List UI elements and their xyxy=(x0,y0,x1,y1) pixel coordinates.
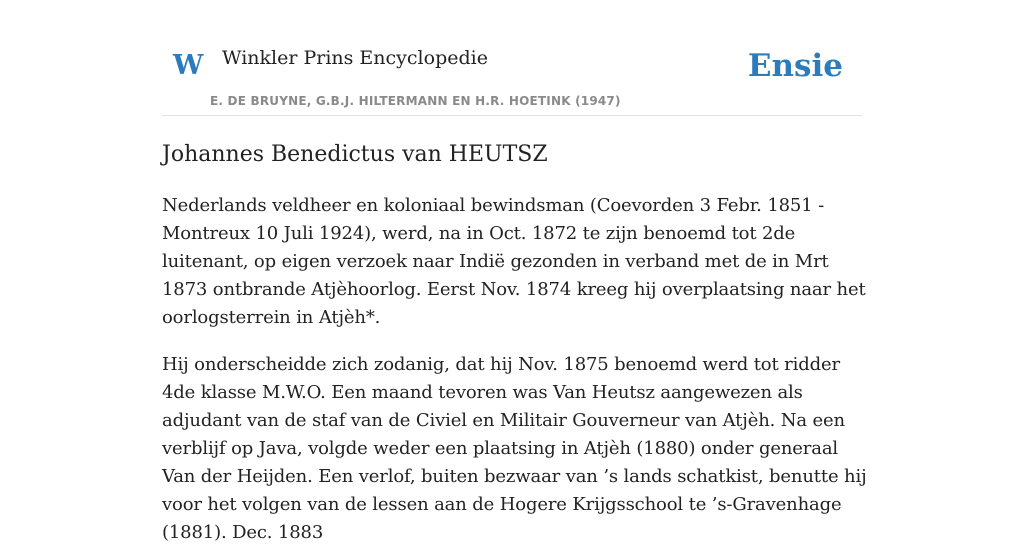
article-content xyxy=(162,140,867,547)
article-title: Johannes Benedictus van HEUTSZ xyxy=(162,142,548,167)
site-header xyxy=(162,0,862,116)
article-paragraph: Hij onderscheidde zich zodanig, dat hij Nov. 1875 benoemd werd tot ridder 4de klasse M.W.O. Een maand tevoren was Van Heutsz aangewezen als adjudant van de staf van de Civiel en Militair Gouverneur van Atjèh. Na een verblijf op Java, volgde weder een plaatsing in Atjèh (1880) onder generaal Van der Heijden. Een verlof, buiten bezwaar van ’s lands schatkist, benutte hij voor het volgen van de lessen aan de Hogere Krijgsschool te ’s-Gravenhage (1881). Dec. 1883 xyxy=(162,354,867,543)
ensie-logo[interactable]: Ensie xyxy=(747,48,843,84)
authors-line: E. DE BRUYNE, G.B.J. HILTERMANN EN H.R. HOETINK (1947) xyxy=(210,94,621,108)
winkler-prins-logo[interactable]: W xyxy=(173,50,204,81)
encyclopedia-name[interactable]: Winkler Prins Encyclopedie xyxy=(222,47,488,69)
article-paragraph: Nederlands veldheer en koloniaal bewindsman (Coevorden 3 Febr. 1851 - Montreux 10 Juli 1924), werd, na in Oct. 1872 te zijn benoemd tot 2de luitenant, op eigen verzoek naar Indië gezonden in verband met de in Mrt 1873 ontbrande Atjèhoorlog. Eerst Nov. 1874 kreeg hij overplaatsing naar het oorlogsterrein in Atjèh*. xyxy=(162,195,866,328)
